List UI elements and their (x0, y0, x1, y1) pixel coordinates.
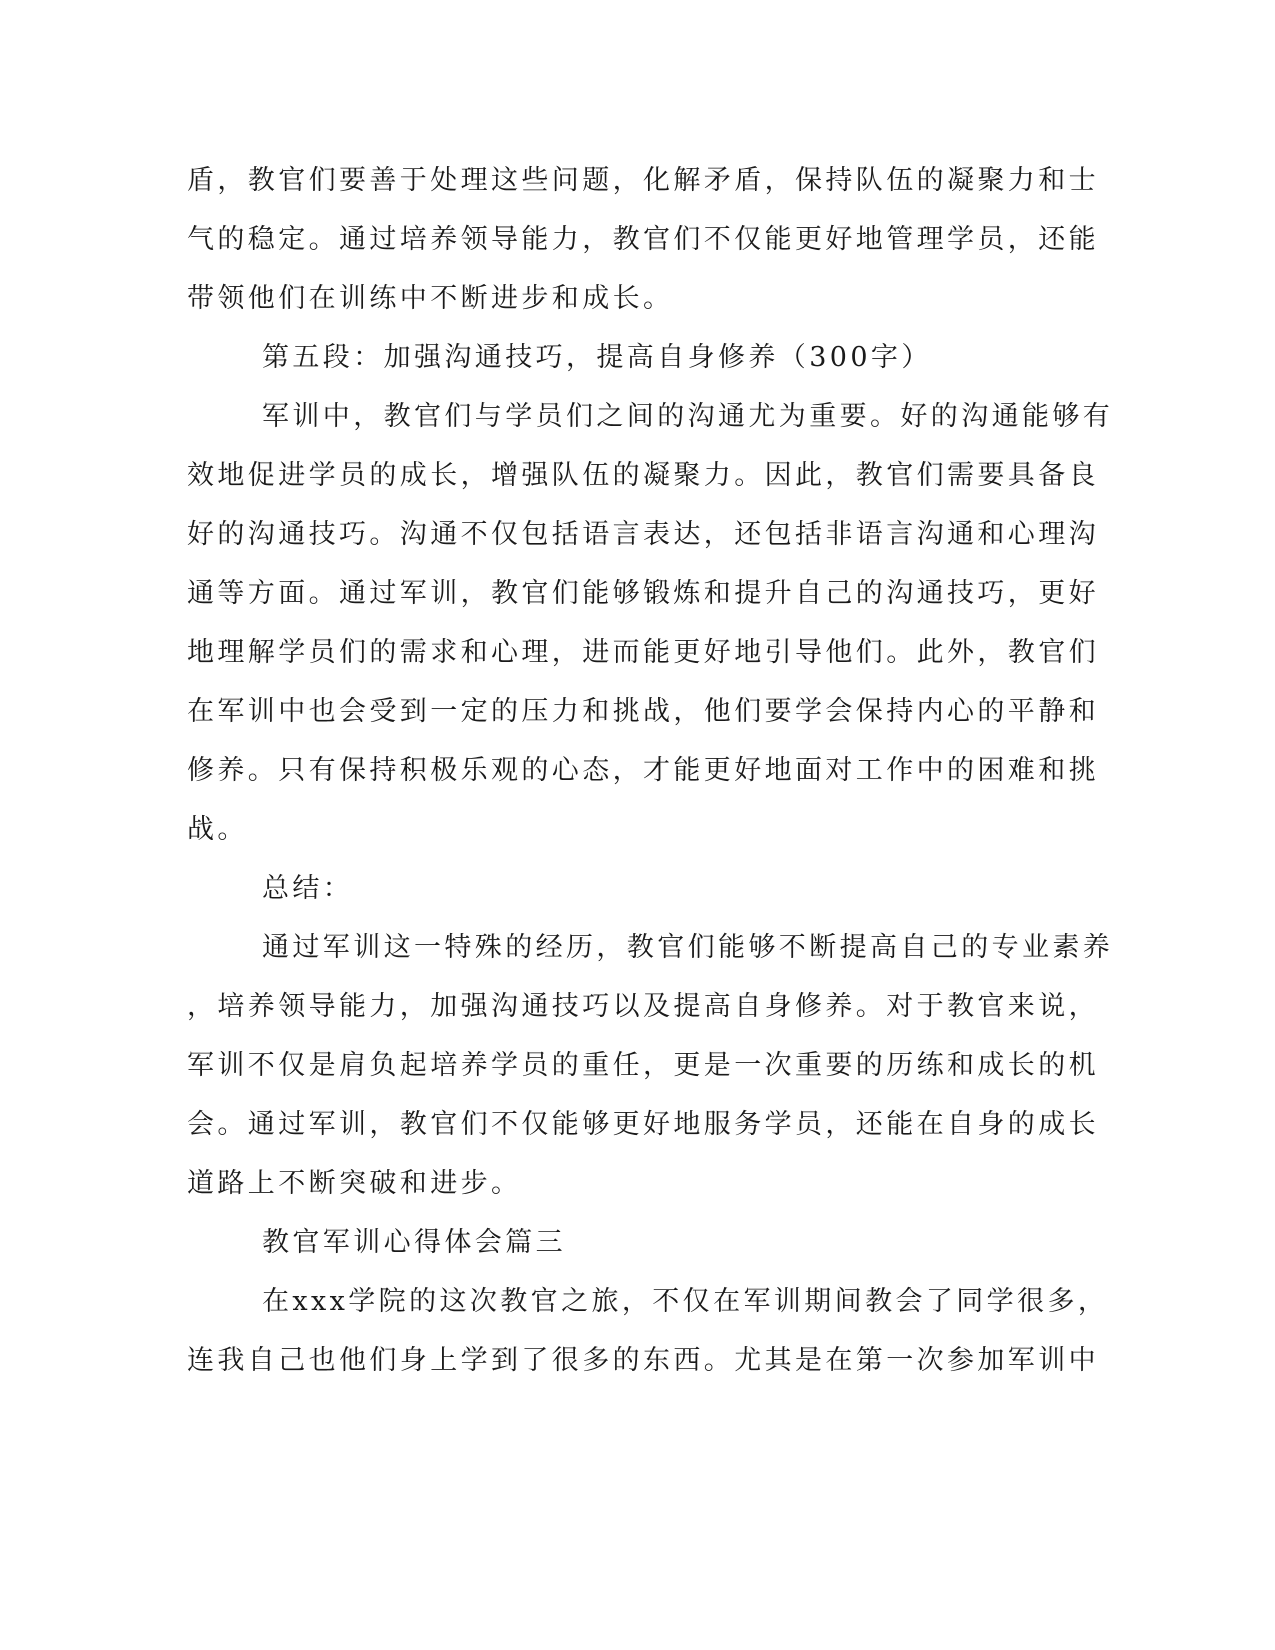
text-line: 盾，教官们要善于处理这些问题，化解矛盾，保持队伍的凝聚力和士 (187, 165, 1099, 196)
section-heading: 教官军训心得体会篇三 (262, 1227, 566, 1258)
text-line: 通等方面。通过军训，教官们能够锻炼和提升自己的沟通技巧，更好 (187, 578, 1099, 609)
text-line: 地理解学员们的需求和心理，进而能更好地引导他们。此外，教官们 (187, 637, 1099, 668)
text-line: 修养。只有保持积极乐观的心态，才能更好地面对工作中的困难和挑 (187, 755, 1099, 786)
text-line: 战。 (187, 814, 248, 845)
text-line: 通过军训这一特殊的经历，教官们能够不断提高自己的专业素养 (262, 932, 1114, 963)
text-line: 气的稳定。通过培养领导能力，教官们不仅能更好地管理学员，还能 (187, 224, 1099, 255)
section-heading: 第五段：加强沟通技巧，提高自身修养（300字） (262, 342, 932, 373)
text-line: 会。通过军训，教官们不仅能够更好地服务学员，还能在自身的成长 (187, 1109, 1099, 1140)
text-line: 道路上不断突破和进步。 (187, 1168, 522, 1199)
text-line: ，培养领导能力，加强沟通技巧以及提高自身修养。对于教官来说， (187, 991, 1099, 1022)
text-line: 连我自己也他们身上学到了很多的东西。尤其是在第一次参加军训中 (187, 1345, 1099, 1376)
text-line: 军训不仅是肩负起培养学员的重任，更是一次重要的历练和成长的机 (187, 1050, 1099, 1081)
text-line: 好的沟通技巧。沟通不仅包括语言表达，还包括非语言沟通和心理沟 (187, 519, 1099, 550)
text-line: 效地促进学员的成长，增强队伍的凝聚力。因此，教官们需要具备良 (187, 460, 1099, 491)
text-line: 在军训中也会受到一定的压力和挑战，他们要学会保持内心的平静和 (187, 696, 1099, 727)
text-line: 带领他们在训练中不断进步和成长。 (187, 283, 674, 314)
text-line: 在xxx学院的这次教官之旅，不仅在军训期间教会了同学很多， (262, 1286, 1109, 1317)
text-line: 军训中，教官们与学员们之间的沟通尤为重要。好的沟通能够有 (262, 401, 1114, 432)
summary-heading: 总结： (262, 873, 354, 904)
